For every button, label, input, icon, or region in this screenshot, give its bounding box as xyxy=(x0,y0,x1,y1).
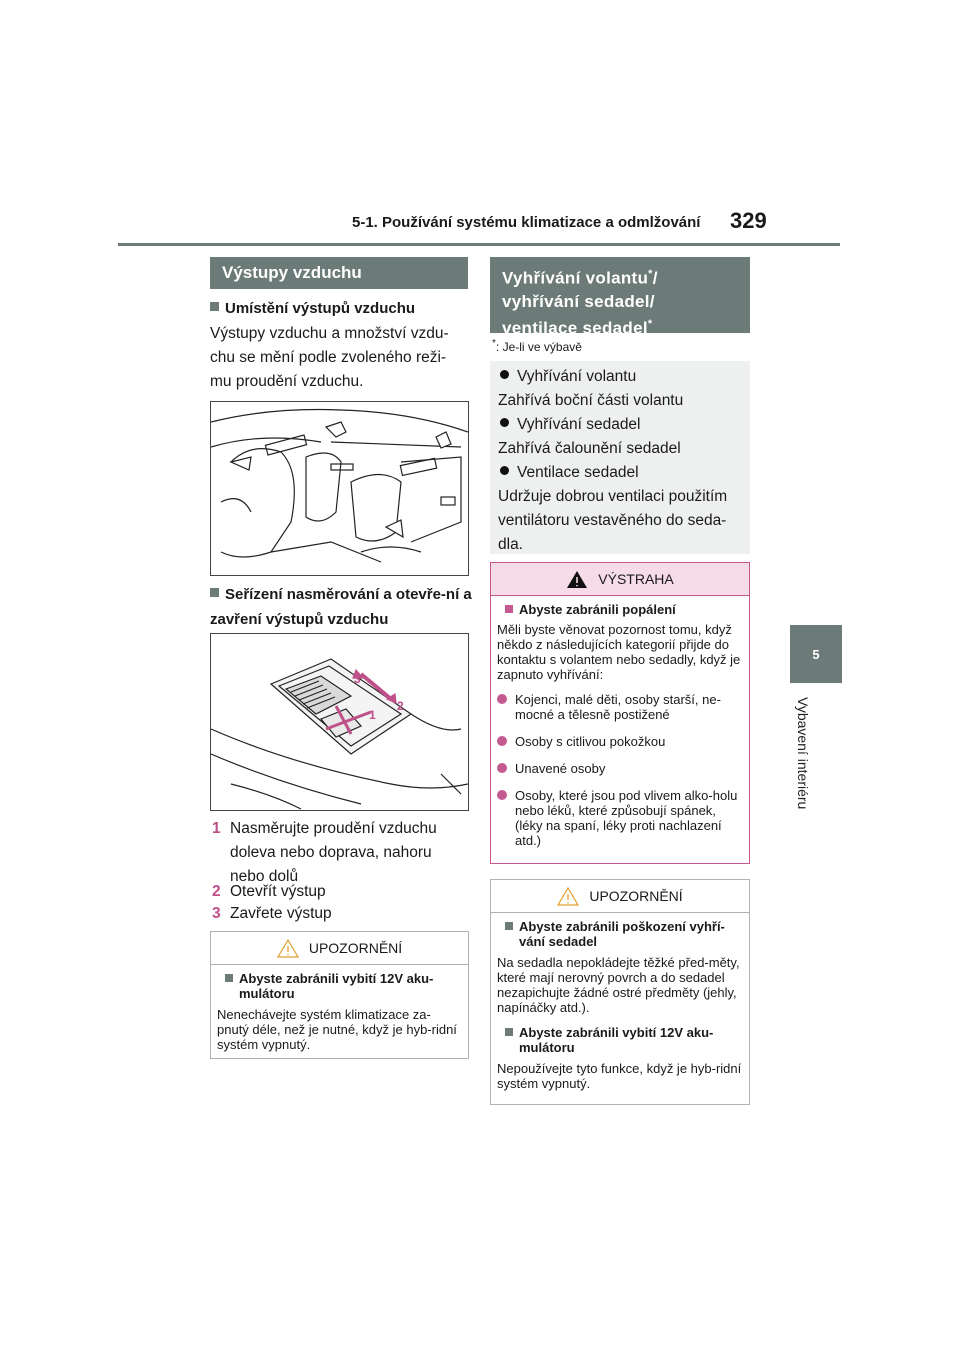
bullet-icon xyxy=(500,418,509,427)
warning-list-item: Osoby s citlivou pokožkou xyxy=(497,734,743,749)
caution-text: Nenechávejte systém klimatizace za-pnutý déle, než je nutné, když je hyb-ridní systém vypnutý. xyxy=(217,1007,457,1052)
caution-subheading: Abyste zabránili poškození vyhří-vání sedadel xyxy=(497,919,743,949)
warning-list-item: Kojenci, malé děti, osoby starší, ne-mocné a tělesně postižené xyxy=(497,692,743,722)
warning-text: Měli byste věnovat pozornost tomu, když někdo z následujících kategorií přijde do kontaktu s volantem nebo sedadly, když je zapnuto vyhřívání: xyxy=(497,622,741,682)
warning-subheading: Abyste zabránili popálení xyxy=(497,602,743,617)
feature-title: Vyhřívání volantu xyxy=(498,365,742,389)
step-3 xyxy=(212,902,462,926)
chapter-title-text: Vybavení interiéru xyxy=(795,697,811,810)
caution-triangle-icon xyxy=(277,939,299,958)
page-number: 329 xyxy=(730,208,767,233)
step-number: 2 xyxy=(212,883,221,900)
section-header-air-vents: Výstupy vzduchu xyxy=(210,257,468,289)
feature-desc: Zahřívá čalounění sedadel xyxy=(498,440,681,457)
step-text: Nasměrujte proudění vzduchu doleva nebo doprava, nahoru nebo dolů xyxy=(230,820,437,885)
caution-box-seat-heating xyxy=(490,879,750,1105)
interior-vents-illustration xyxy=(210,401,469,576)
square-bullet-icon xyxy=(210,588,219,597)
caution-box-battery xyxy=(210,931,469,1059)
subheading-vent-location: Umístění výstupů vzduchu xyxy=(210,296,470,321)
dot-bullet-icon xyxy=(497,763,507,773)
step-number: 3 xyxy=(212,905,221,922)
dot-bullet-icon xyxy=(497,694,507,704)
footnote: *: Je-li ve výbavě xyxy=(492,338,582,354)
caution-subheading: Abyste zabránili vybití 12V aku-mulátoru xyxy=(497,1025,743,1055)
subheading-vent-adjust: Seřízení nasměrování a otevře-ní a zavření výstupů vzduchu xyxy=(210,586,472,628)
warning-list-item: Osoby, které jsou pod vlivem alko-holu nebo léků, které způsobují spánek, (léky na spaní, léky proti nachlazení atd.) xyxy=(497,788,743,848)
dot-bullet-icon xyxy=(497,736,507,746)
feature-title: Ventilace sedadel xyxy=(498,461,742,485)
section-header-heating: Vyhřívání volantu*/ vyhřívání sedadel/ ventilace sedadel* xyxy=(490,257,750,333)
warning-list-item: Unavené osoby xyxy=(497,761,743,776)
square-bullet-icon xyxy=(505,605,513,613)
label-2: 2 xyxy=(397,699,404,713)
bullet-icon xyxy=(500,370,509,379)
chapter-title xyxy=(795,697,815,857)
caution-text: Na sedadla nepokládejte těžké před-měty, které mají nerovný povrch a do sedadel nezapichujte žádné ostré předměty (jehly, napínáčky atd.). xyxy=(497,955,740,1015)
vent-location-text: Výstupy vzduchu a množství vzdu-chu se mění podle zvoleného reži-mu proudění vzduchu. xyxy=(210,325,449,390)
feature-desc: Udržuje dobrou ventilaci použitím ventilátoru vestavěného do seda-dla. xyxy=(498,488,728,553)
header-rule xyxy=(118,243,840,246)
dot-bullet-icon xyxy=(497,790,507,800)
step-1 xyxy=(212,817,462,889)
label-3: 3 xyxy=(354,672,361,686)
warning-header: VÝSTRAHA xyxy=(491,563,749,595)
square-bullet-icon xyxy=(505,922,513,930)
warning-triangle-icon xyxy=(566,570,588,589)
step-2 xyxy=(212,880,462,904)
square-bullet-icon xyxy=(225,974,233,982)
feature-desc: Zahřívá boční části volantu xyxy=(498,392,684,409)
caution-header: UPOZORNĚNÍ xyxy=(491,880,749,912)
vent-adjustment-illustration xyxy=(210,633,469,811)
feature-title: Vyhřívání sedadel xyxy=(498,413,742,437)
chapter-tab: 5 xyxy=(790,625,842,683)
caution-triangle-icon xyxy=(557,887,579,906)
step-number: 1 xyxy=(212,820,221,837)
step-text: Zavřete výstup xyxy=(230,905,332,922)
features-box xyxy=(490,361,750,554)
square-bullet-icon xyxy=(210,302,219,311)
caution-header: UPOZORNĚNÍ xyxy=(211,932,468,964)
label-1: 1 xyxy=(369,708,376,722)
bullet-icon xyxy=(500,466,509,475)
section-title: 5-1. Používání systému klimatizace a odmlžování xyxy=(352,214,701,231)
caution-subheading: Abyste zabránili vybití 12V aku-mulátoru xyxy=(217,971,462,1001)
square-bullet-icon xyxy=(505,1028,513,1036)
step-text: Otevřít výstup xyxy=(230,883,326,900)
warning-box-burns xyxy=(490,562,750,864)
caution-text: Nepoužívejte tyto funkce, když je hyb-ridní systém vypnutý. xyxy=(497,1061,742,1091)
